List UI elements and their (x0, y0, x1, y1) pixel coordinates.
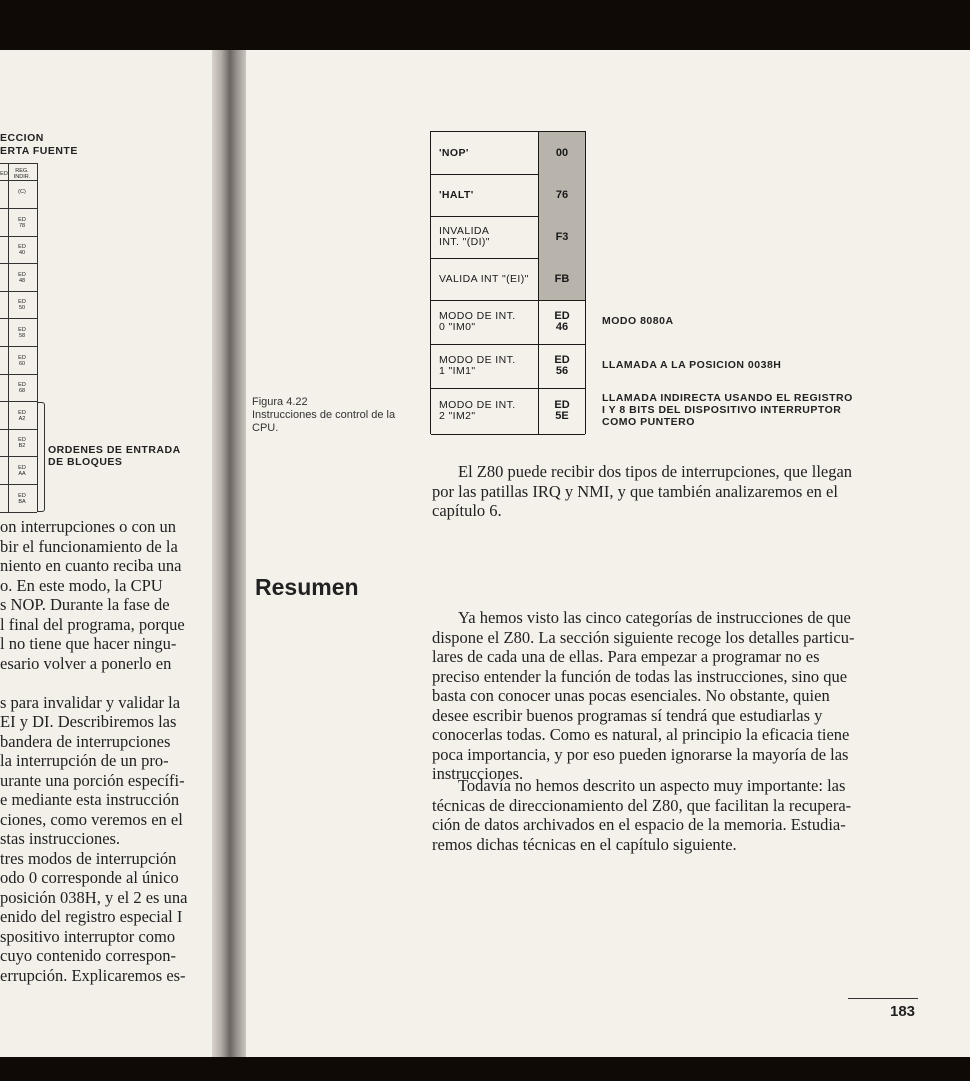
summary-paragraph-2-line: remos dichas técnicas en el capítulo siguiente. (432, 834, 737, 854)
bottom-dark-band (0, 1057, 970, 1081)
paragraph-interrupts-line: capítulo 6. (432, 501, 502, 520)
left-page (0, 50, 215, 1057)
instruction-name-cell (431, 388, 539, 434)
mini-table-header-reg: REG. INDIR. (13, 168, 31, 180)
instruction-row (431, 344, 585, 389)
left-body-text (0, 517, 215, 985)
left-text-line: e mediante esta instrucción (0, 790, 180, 809)
summary-paragraph-2-line: ción de datos archivados en el espacio de la memoria. Estudia- (432, 815, 846, 834)
instruction-row (431, 300, 585, 345)
instruction-note: MODO 8080A (602, 315, 674, 327)
figure-caption-line-2: CPU. (252, 422, 279, 434)
left-text-line: la interrupción de un pro- (0, 751, 169, 770)
instruction-name: 'HALT' (439, 188, 474, 201)
paragraph-interrupts-line: por las patillas IRQ y NMI, y que también analizaremos en el (432, 481, 838, 501)
instruction-name-cell (431, 344, 539, 388)
mini-table-row-line (0, 263, 37, 264)
mini-table-row-line (0, 484, 37, 485)
instruction-row (431, 258, 585, 301)
instruction-code-cell (539, 132, 585, 174)
left-text-line: enido del registro especial I (0, 907, 183, 926)
instruction-name: MODO DE INT. 2 "IM2" (439, 399, 516, 422)
instruction-code: ED 56 (554, 354, 570, 377)
instruction-code-cell (539, 300, 585, 344)
summary-paragraph-1-line: conocerlas todas. Como es natural, al principio la eficacia tiene (432, 725, 850, 744)
instruction-code-cell (539, 388, 585, 434)
instruction-code: 00 (555, 146, 569, 159)
left-text-line: l no tiene que hacer ningu- (0, 634, 177, 653)
summary-paragraph-1-line: dispone el Z80. La sección siguiente recoge los detalles particu- (432, 627, 855, 647)
instruction-row (431, 174, 585, 217)
mini-table-cell: ED A2 (18, 409, 26, 422)
bracket-label-line-1: ORDENES DE ENTRADA (48, 444, 181, 456)
instruction-note: LLAMADA A LA POSICION 0038H (602, 359, 782, 371)
left-text-line: o. En este modo, la CPU (0, 575, 163, 595)
mini-table-row-line (0, 429, 37, 430)
instruction-note: LLAMADA INDIRECTA USANDO EL REGISTRO I Y 8 BITS DEL DISPOSITIVO INTERRUPTOR COMO PUNTERO (602, 392, 853, 428)
bracket-label-line-2: DE BLOQUES (48, 456, 123, 468)
left-text-line: s para invalidar y validar la (0, 692, 181, 712)
instruction-code: 76 (555, 188, 569, 201)
instruction-name: MODO DE INT. 0 "IM0" (439, 310, 516, 333)
instruction-name: 'NOP' (439, 146, 469, 159)
summary-paragraph-2-line: técnicas de direccionamiento del Z80, que facilitan la recupera- (432, 795, 852, 815)
left-text-line: urante una porción específi- (0, 770, 185, 790)
left-header-line-2: ERTA FUENTE (0, 145, 78, 157)
left-text-line: EI y DI. Describiremos las (0, 712, 177, 731)
left-mini-table (0, 163, 38, 512)
mini-table-header-ed: ED (0, 171, 8, 177)
mini-table-row-line (0, 291, 37, 292)
instruction-name: INVALIDA INT. "(DI)" (439, 225, 490, 248)
mini-table-row-line (0, 208, 37, 209)
summary-paragraph-2 (432, 776, 922, 854)
instruction-code: ED 5E (554, 399, 570, 422)
left-text-line: ciones, como veremos en el (0, 809, 183, 829)
left-header-line-1: ECCION (0, 132, 44, 144)
left-text-line: niento en cuanto reciba una (0, 556, 182, 575)
summary-paragraph-2-line: Todavía no hemos descrito un aspecto muy importante: las (458, 776, 846, 795)
mini-table-cell: ED 40 (18, 244, 26, 257)
instruction-code: FB (554, 272, 570, 285)
mini-table-cell: ED BA (18, 492, 26, 505)
left-text-line: bandera de interrupciones (0, 731, 171, 751)
summary-paragraph-1-line: basta con conocer unas pocas esenciales. No obstante, quien (432, 686, 830, 705)
left-text-line: bir el funcionamiento de la (0, 536, 178, 556)
summary-paragraph-1-line: poca importancia, y por eso pueden ignorarse la mayoría de las (432, 744, 849, 764)
mini-table-cell: ED 48 (18, 271, 26, 284)
mini-table-cell: ED AA (18, 465, 26, 477)
summary-paragraph-1 (432, 608, 922, 784)
top-dark-band (0, 0, 970, 50)
mini-table-row-line (0, 346, 37, 347)
mini-table-row-line (0, 374, 37, 375)
summary-paragraph-1-line: instrucciones. (432, 764, 524, 783)
mini-table-row-line (0, 236, 37, 237)
mini-table-cell: ED 78 (18, 216, 26, 229)
instruction-code: F3 (555, 230, 569, 243)
mini-table-row-line (0, 456, 37, 457)
bracket (38, 402, 45, 512)
instruction-code-cell (539, 174, 585, 216)
summary-paragraph-1-line: desee escribir buenos programas sí tendrá que estudiarlas y (432, 705, 823, 725)
mini-table-cell: ED 60 (18, 354, 26, 367)
instruction-table (430, 131, 586, 434)
instruction-name: MODO DE INT. 1 "IM1" (439, 354, 516, 377)
instruction-name-cell (431, 258, 539, 300)
mini-table-row-line (0, 318, 37, 319)
right-page (246, 50, 970, 1057)
summary-paragraph-1-line: preciso entender la función de todas las instrucciones, sino que (432, 666, 848, 686)
instruction-name: VALIDA INT "(EI)" (439, 272, 529, 285)
summary-paragraph-1-line: lares de cada una de ellas. Para empezar a programar no es (432, 647, 820, 666)
mini-table-cell: ED 50 (18, 299, 26, 312)
instruction-row (431, 132, 585, 175)
instruction-code-cell (539, 258, 585, 300)
mini-table-row-line (0, 401, 37, 402)
page-number-rule (848, 998, 918, 999)
section-heading: Resumen (255, 574, 359, 600)
instruction-name-cell (431, 216, 539, 258)
figure-caption-line-1: Instrucciones de control de la (252, 409, 396, 421)
interrupts-paragraph (432, 462, 922, 521)
mini-table-row-line (0, 512, 37, 513)
mini-table-cell: ED B2 (18, 437, 26, 450)
left-text-line: l final del programa, porque (0, 614, 185, 634)
left-text-line (0, 673, 215, 693)
left-text-line: posición 038H, y el 2 es una (0, 887, 188, 907)
instruction-name-cell (431, 132, 539, 174)
instruction-row (431, 216, 585, 259)
page-number: 183 (890, 1003, 916, 1020)
left-text-line: esario volver a ponerlo en (0, 653, 172, 673)
instruction-name-cell (431, 300, 539, 344)
left-text-line: errupción. Explicaremos es- (0, 965, 186, 985)
left-text-line: on interrupciones o con un (0, 517, 176, 536)
mini-table-cell: (C) (18, 189, 26, 195)
mini-table-cell: ED 58 (18, 327, 26, 339)
instruction-code: ED 46 (554, 310, 570, 333)
instruction-code-cell (539, 344, 585, 388)
left-text-line: s NOP. Durante la fase de (0, 595, 170, 614)
paragraph-interrupts-line: El Z80 puede recibir dos tipos de interrupciones, que llegan (458, 462, 853, 481)
book-gutter (212, 50, 248, 1057)
instruction-row (431, 388, 585, 435)
left-text-line: stas instrucciones. (0, 829, 121, 848)
summary-paragraph-1-line: Ya hemos visto las cinco categorías de instrucciones de que (458, 608, 851, 627)
left-text-line: cuyo contenido correspon- (0, 946, 176, 965)
left-text-line: tres modos de interrupción (0, 848, 177, 868)
instruction-name-cell (431, 174, 539, 216)
figure-number: Figura 4.22 (252, 396, 308, 408)
mini-table-cell: ED 68 (18, 382, 26, 395)
left-text-line: odo 0 corresponde al único (0, 868, 179, 887)
left-text-line: spositivo interruptor como (0, 926, 176, 946)
instruction-code-cell (539, 216, 585, 258)
